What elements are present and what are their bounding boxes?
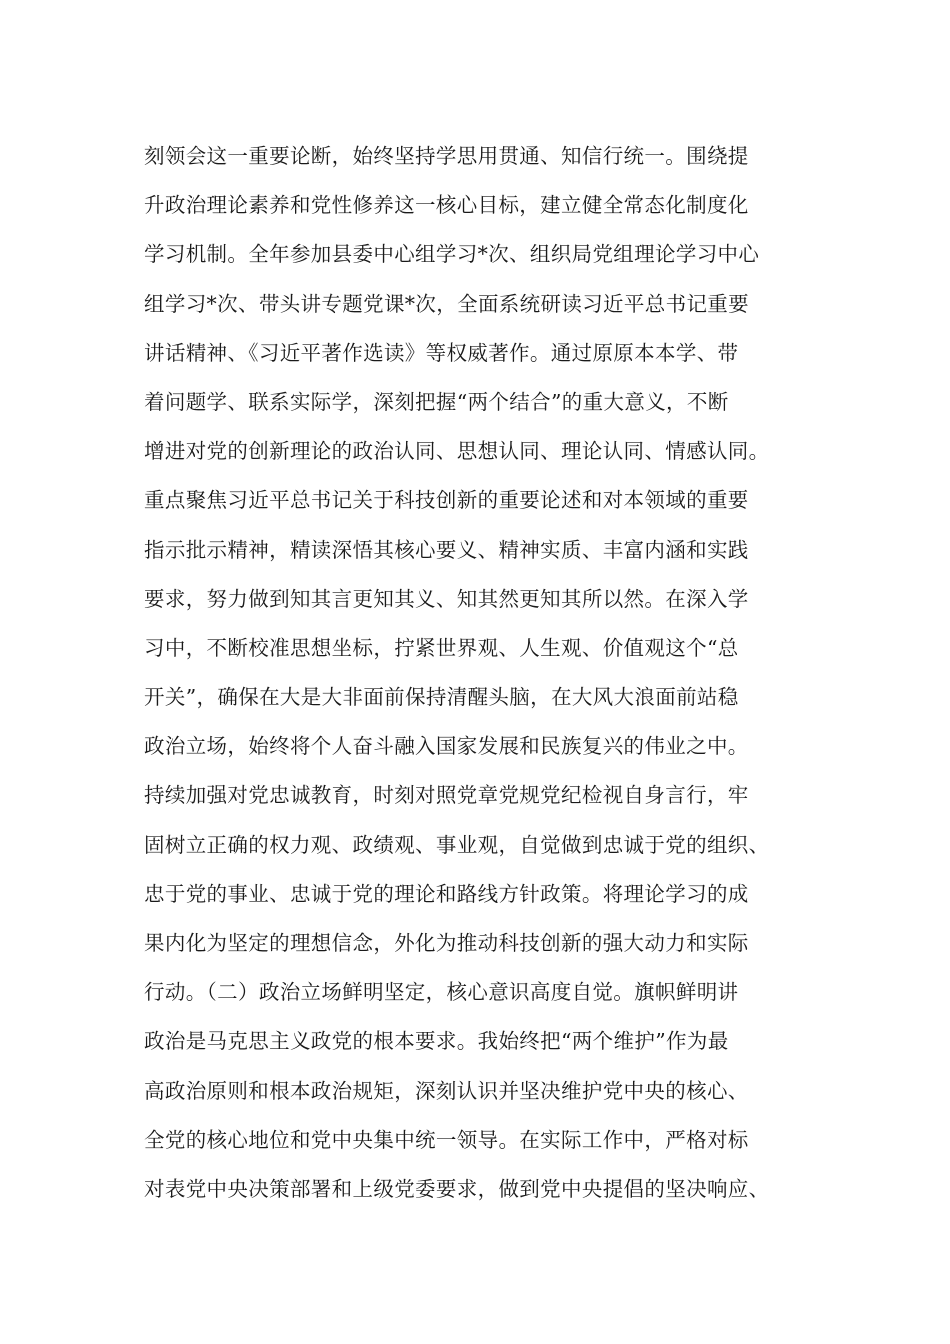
text-line: 政治立场，始终将个人奋斗融入国家发展和民族复兴的伟业之中。 xyxy=(144,734,749,759)
text-line: 要求，努力做到知其言更知其义、知其然更知其所以然。在深入学 xyxy=(144,586,749,611)
text-line: 持续加强对党忠诚教育，时刻对照党章党规党纪检视自身言行，牢 xyxy=(144,783,749,808)
text-line: 高政治原则和根本政治规矩，深刻认识并坚决维护党中央的核心、 xyxy=(144,1078,749,1103)
text-line: 增进对党的创新理论的政治认同、思想认同、理论认同、情感认同。 xyxy=(144,439,770,464)
text-line: 政治是马克思主义政党的根本要求。我始终把“两个维护”作为最 xyxy=(144,1029,729,1054)
text-line: 果内化为坚定的理想信念，外化为推动科技创新的强大动力和实际 xyxy=(144,931,749,955)
body-paragraph xyxy=(144,132,824,1214)
text-line: 重点聚焦习近平总书记关于科技创新的重要论述和对本领域的重要 xyxy=(144,488,749,513)
text-line: 对表党中央决策部署和上级党委要求，做到党中央提倡的坚决响应、 xyxy=(144,1176,770,1201)
text-line: 习中，不断校准思想坐标，拧紧世界观、人生观、价值观这个“总 xyxy=(144,635,739,660)
text-line: 开关”，确保在大是大非面前保持清醒头脑，在大风大浪面前站稳 xyxy=(144,685,739,710)
text-line: 行动。（二）政治立场鲜明坚定，核心意识高度自觉。旗帜鲜明讲 xyxy=(144,980,739,1005)
text-line: 升政治理论素养和党性修养这一核心目标，建立健全常态化制度化 xyxy=(144,193,749,218)
text-line: 指示批示精神，精读深悟其核心要义、精神实质、丰富内涵和实践 xyxy=(144,537,749,562)
text-line: 学习机制。全年参加县委中心组学习*次、组织局党组理论学习中心 xyxy=(144,242,760,267)
text-line: 讲话精神、《习近平著作选读》等权威著作。通过原原本本学、带 xyxy=(144,340,739,365)
text-line: 着问题学、联系实际学，深刻把握“两个结合”的重大意义，不断 xyxy=(144,389,729,414)
text-line: 刻领会这一重要论断，始终坚持学思用贯通、知信行统一。围绕提 xyxy=(144,144,749,168)
text-line: 忠于党的事业、忠诚于党的理论和路线方针政策。将理论学习的成 xyxy=(144,881,749,906)
text-line: 组学习*次、带头讲专题党课*次，全面系统研读习近平总书记重要 xyxy=(144,291,749,316)
text-line: 全党的核心地位和党中央集中统一领导。在实际工作中，严格对标 xyxy=(144,1127,749,1152)
text-line: 固树立正确的权力观、政绩观、事业观，自觉做到忠诚于党的组织、 xyxy=(144,832,770,857)
